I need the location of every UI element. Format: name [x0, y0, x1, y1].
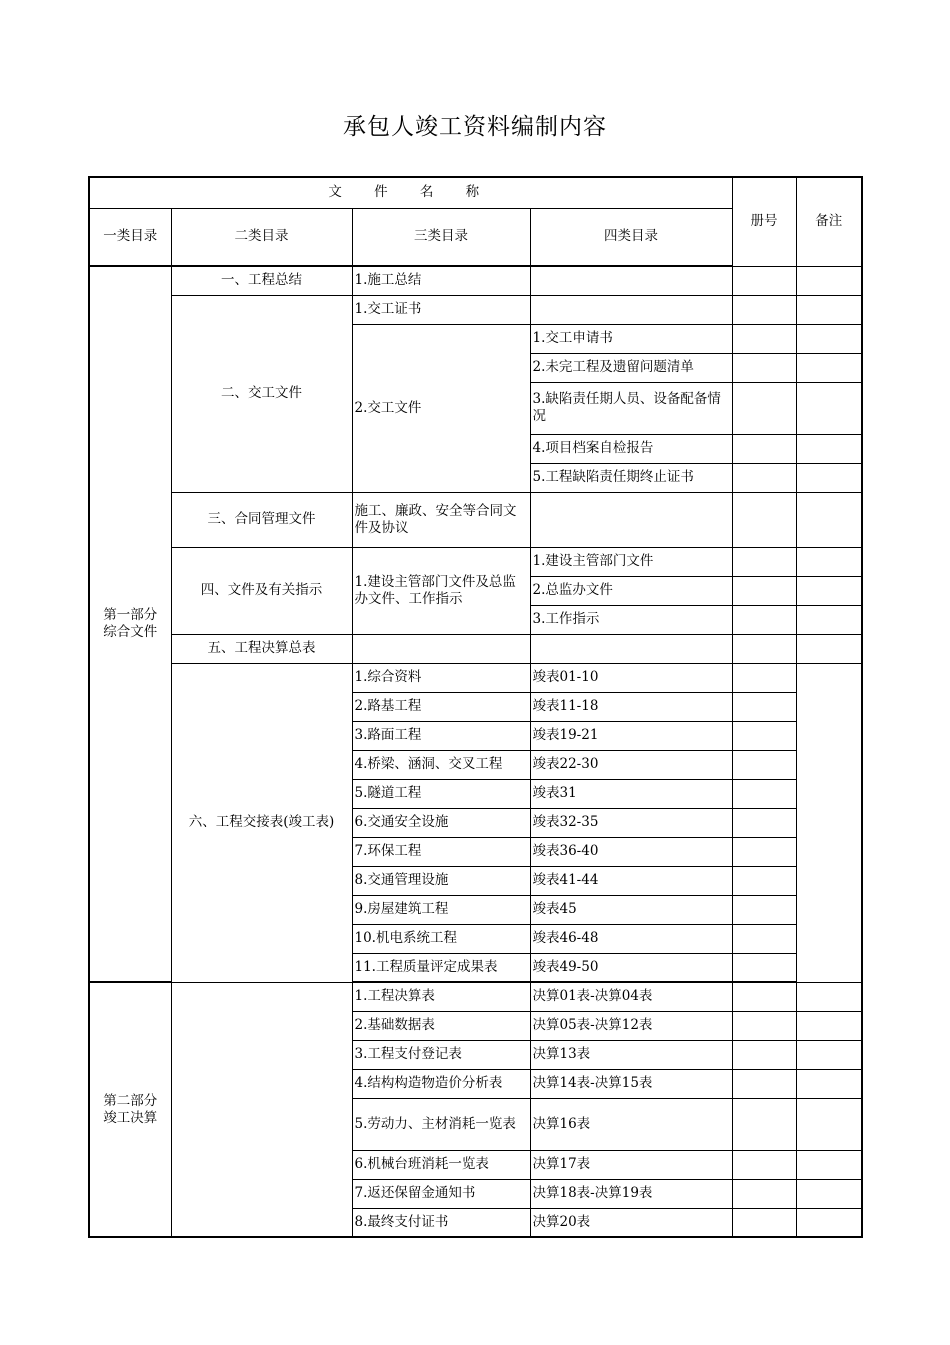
remark-header: 备注 [796, 177, 862, 266]
level3-cell: 2.交工文件 [352, 324, 530, 492]
volume-cell [732, 924, 796, 953]
volume-cell [732, 434, 796, 463]
volume-cell [732, 1069, 796, 1098]
level3-cell: 8.交通管理设施 [352, 866, 530, 895]
remark-cell [796, 266, 862, 295]
remark-cell [796, 434, 862, 463]
volume-cell [732, 324, 796, 353]
remark-cell [796, 547, 862, 576]
level4-cell: 竣表22-30 [530, 750, 732, 779]
table-row [89, 295, 862, 324]
volume-cell [732, 663, 796, 692]
level3-cell [352, 634, 530, 663]
level2-cell: 三、合同管理文件 [171, 492, 352, 547]
remark-cell [796, 382, 862, 434]
level2-header: 二类目录 [171, 208, 352, 266]
volume-cell [732, 1150, 796, 1179]
table-row [89, 663, 862, 692]
level3-cell: 1.建设主管部门文件及总监办文件、工作指示 [352, 547, 530, 634]
volume-cell [732, 779, 796, 808]
level2-cell: 六、工程交接表(竣工表) [171, 663, 352, 982]
volume-cell [732, 837, 796, 866]
level4-cell [530, 266, 732, 295]
file-name-header: 文 件 名 称 [89, 177, 732, 208]
remark-cell [796, 1069, 862, 1098]
volume-cell [732, 353, 796, 382]
volume-cell [732, 295, 796, 324]
volume-cell [732, 547, 796, 576]
volume-cell [732, 1179, 796, 1208]
remark-cell [796, 982, 862, 1011]
remark-cell [796, 634, 862, 663]
volume-cell [732, 266, 796, 295]
level3-cell: 10.机电系统工程 [352, 924, 530, 953]
level3-cell: 11.工程质量评定成果表 [352, 953, 530, 982]
level4-cell: 4.项目档案自检报告 [530, 434, 732, 463]
volume-cell [732, 576, 796, 605]
table-row [89, 266, 862, 295]
level4-cell [530, 634, 732, 663]
volume-cell [732, 382, 796, 434]
level4-cell: 1.建设主管部门文件 [530, 547, 732, 576]
catalog-table [88, 176, 863, 1238]
volume-cell [732, 634, 796, 663]
level2-cell: 二、交工文件 [171, 295, 352, 492]
level2-cell: 一、工程总结 [171, 266, 352, 295]
level4-cell: 1.交工申请书 [530, 324, 732, 353]
volume-cell [732, 953, 796, 982]
level4-cell: 决算01表-决算04表 [530, 982, 732, 1011]
volume-header: 册号 [732, 177, 796, 266]
level4-header: 四类目录 [530, 208, 732, 266]
remark-cell [796, 663, 862, 982]
remark-cell [796, 353, 862, 382]
level3-cell: 4.结构构造物造价分析表 [352, 1069, 530, 1098]
page-title: 承包人竣工资料编制内容 [343, 114, 607, 140]
level3-cell: 6.机械台班消耗一览表 [352, 1150, 530, 1179]
table-row [89, 492, 862, 547]
volume-cell [732, 750, 796, 779]
volume-cell [732, 982, 796, 1011]
part2-label: 第二部分 竣工决算 [89, 982, 171, 1237]
level3-cell: 施工、廉政、安全等合同文件及协议 [352, 492, 530, 547]
volume-cell [732, 1011, 796, 1040]
volume-cell [732, 605, 796, 634]
level4-cell: 2.总监办文件 [530, 576, 732, 605]
level3-cell: 9.房屋建筑工程 [352, 895, 530, 924]
remark-cell [796, 1098, 862, 1150]
volume-cell [732, 492, 796, 547]
level4-cell: 决算17表 [530, 1150, 732, 1179]
table-row [89, 547, 862, 576]
level3-cell: 1.交工证书 [352, 295, 530, 324]
level3-cell: 2.路基工程 [352, 692, 530, 721]
level3-cell: 5.劳动力、主材消耗一览表 [352, 1098, 530, 1150]
level3-cell: 5.隧道工程 [352, 779, 530, 808]
level2-cell: 四、文件及有关指示 [171, 547, 352, 634]
level3-cell: 6.交通安全设施 [352, 808, 530, 837]
volume-cell [732, 895, 796, 924]
table-row [89, 982, 862, 1011]
level3-cell: 1.工程决算表 [352, 982, 530, 1011]
level4-cell: 竣表46-48 [530, 924, 732, 953]
level4-cell: 竣表19-21 [530, 721, 732, 750]
level4-cell: 5.工程缺陷责任期终止证书 [530, 463, 732, 492]
part1-label: 第一部分 综合文件 [89, 266, 171, 982]
header-row-1 [89, 177, 862, 208]
level3-cell: 1.综合资料 [352, 663, 530, 692]
level4-cell: 竣表01-10 [530, 663, 732, 692]
level3-cell: 3.工程支付登记表 [352, 1040, 530, 1069]
level4-cell: 3.工作指示 [530, 605, 732, 634]
volume-cell [732, 808, 796, 837]
remark-cell [796, 1208, 862, 1237]
level3-cell: 1.施工总结 [352, 266, 530, 295]
level4-cell: 决算18表-决算19表 [530, 1179, 732, 1208]
remark-cell [796, 324, 862, 353]
table-row [89, 634, 862, 663]
level4-cell: 竣表49-50 [530, 953, 732, 982]
level3-header: 三类目录 [352, 208, 530, 266]
remark-cell [796, 605, 862, 634]
level3-cell: 2.基础数据表 [352, 1011, 530, 1040]
level4-cell: 决算14表-决算15表 [530, 1069, 732, 1098]
level4-cell: 决算16表 [530, 1098, 732, 1150]
level4-cell: 2.未完工程及遗留问题清单 [530, 353, 732, 382]
remark-cell [796, 1179, 862, 1208]
volume-cell [732, 1098, 796, 1150]
level3-cell: 8.最终支付证书 [352, 1208, 530, 1237]
level4-cell: 3.缺陷责任期人员、设备配备情况 [530, 382, 732, 434]
volume-cell [732, 721, 796, 750]
remark-cell [796, 492, 862, 547]
volume-cell [732, 866, 796, 895]
level4-cell: 决算05表-决算12表 [530, 1011, 732, 1040]
level4-cell [530, 295, 732, 324]
level4-cell: 决算13表 [530, 1040, 732, 1069]
level1-header: 一类目录 [89, 208, 171, 266]
level4-cell [530, 492, 732, 547]
level4-cell: 竣表36-40 [530, 837, 732, 866]
remark-cell [796, 1150, 862, 1179]
level3-cell: 4.桥梁、涵洞、交叉工程 [352, 750, 530, 779]
level3-cell: 7.环保工程 [352, 837, 530, 866]
remark-cell [796, 463, 862, 492]
level2-cell [171, 982, 352, 1237]
level4-cell: 竣表11-18 [530, 692, 732, 721]
remark-cell [796, 1040, 862, 1069]
level4-cell: 竣表31 [530, 779, 732, 808]
level2-cell: 五、工程决算总表 [171, 634, 352, 663]
level4-cell: 竣表41-44 [530, 866, 732, 895]
volume-cell [732, 1040, 796, 1069]
volume-cell [732, 1208, 796, 1237]
level4-cell: 竣表45 [530, 895, 732, 924]
level3-cell: 7.返还保留金通知书 [352, 1179, 530, 1208]
volume-cell [732, 463, 796, 492]
level4-cell: 决算20表 [530, 1208, 732, 1237]
level3-cell: 3.路面工程 [352, 721, 530, 750]
remark-cell [796, 295, 862, 324]
volume-cell [732, 692, 796, 721]
remark-cell [796, 576, 862, 605]
remark-cell [796, 1011, 862, 1040]
level4-cell: 竣表32-35 [530, 808, 732, 837]
